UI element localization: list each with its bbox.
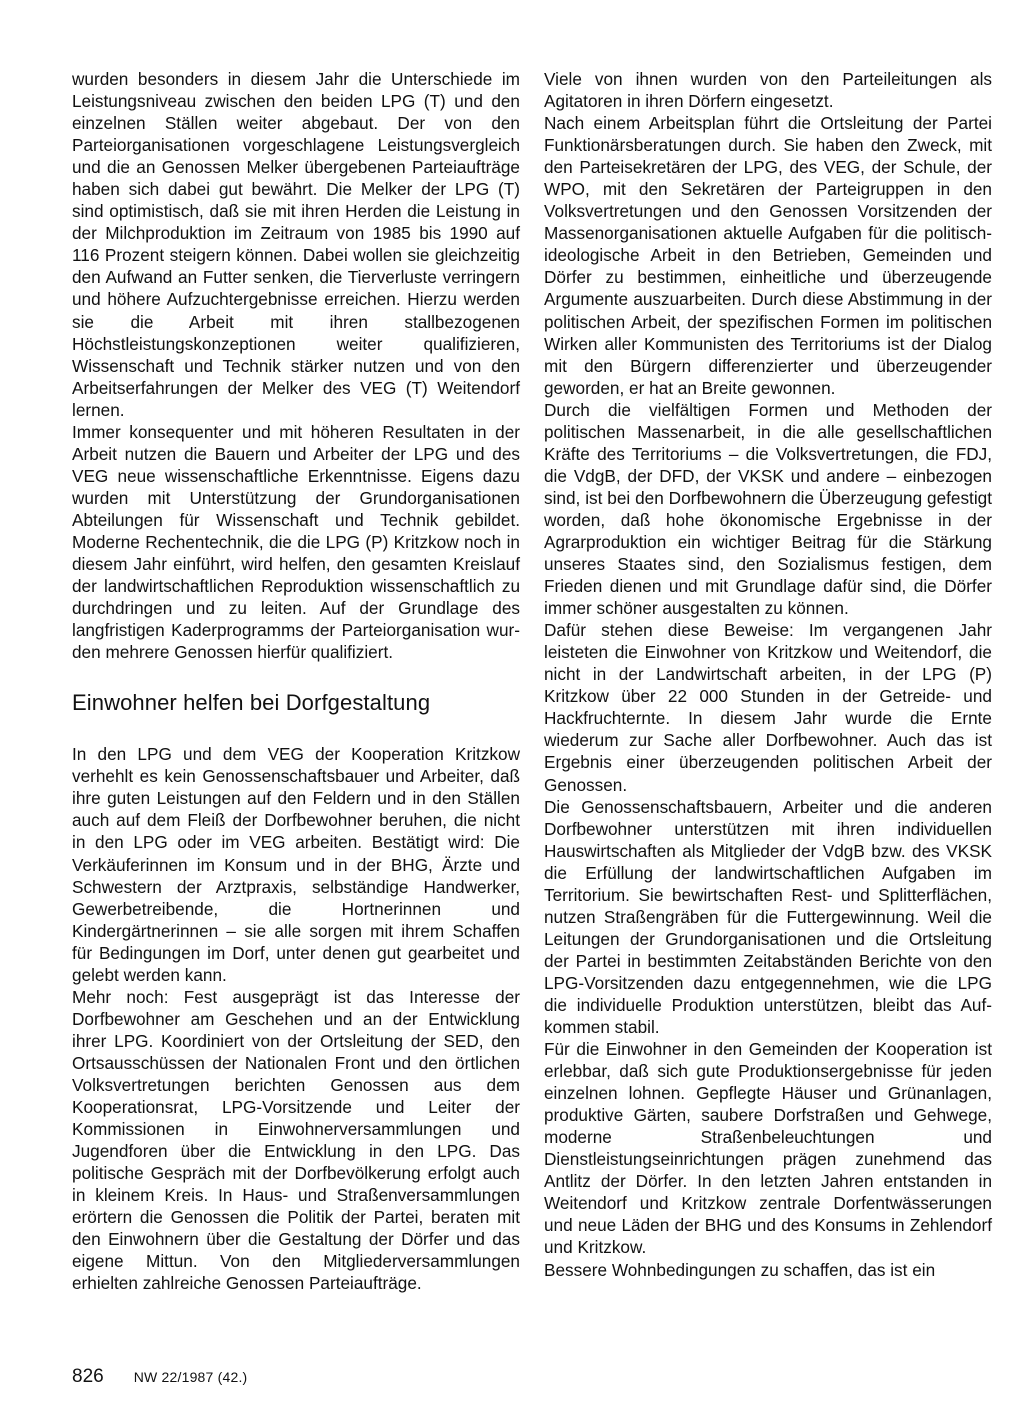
section-heading: Einwohner helfen bei Dorfgestaltung [72,690,431,716]
left-paragraph-2: Immer konsequenter und mit höheren Resultaten in der Arbeit nutzen die Bauern und Arbeiter der LPG und des VEG neue wissenschaftliche Erkenntnisse. Eigens dazu wurden mit Unterstützung der Grundorganisationen Abteilungen für Wissenschaft und Technik gebildet. Moderne Rechentechnik, die die LPG (P) Kritzkow noch in diesem Jahr einführt, wird helfen, den gesamten Kreislauf der landwirtschaftlichen Reproduktion wissenschaftlich zu durchdringen und zu leiten. Auf der Grundlage des langfristigen Kaderprogramms der Parteiorganisation wurden mehrere Genossen hierfür qualifiziert. [72,421,520,663]
page-number: 826 [72,1366,104,1387]
right-paragraph-2: Nach einem Arbeitsplan führt die Ortsleitung der Partei Funktionärsberatungen durch. Sie haben den Zweck, mit den Parteisekretären der LPG, des VEG, der Schule, der WPO, mit den Sekretären der Parteigruppen in den Volksvertretungen und den Genossen Vorsitzenden der Massenorganisationen aktuelle Aufgaben für die politisch-ideologische Arbeit in den Betrieben, Gemeinden und Dörfer zu bestimmen, einheitliche und überzeugende Argumente auszuarbeiten. Durch diese Abstimmung in der politischen Arbeit, der spezifischen Formen im politischen Wirken aller Kommunisten des Territoriums ist der Dialog mit den Bürgern differenzierter und überzeugender geworden, er hat an Breite gewonnen. [544,113,992,398]
left-paragraph-3: In den LPG und dem VEG der Kooperation Kritzkow verhehlt es kein Genossenschaftsbauer und Arbeiter, daß ihre guten Leistungen auf den Feldern und in den Ställen auch auf dem Fleiß der Dorfbewohner beruhen, die nicht in den LPG oder im VEG arbeiten. Bestätigt wird: Die Verkäuferinnen im Konsum und in der BHG, Ärzte und Schwestern der Arztpraxis, selbständige Handwerker, Gewerbetreibende, die Hortnerinnen und Kindergärtnerinnen – sie alle sorgen mit ihrem Schaffen für Bedingungen im Dorf, unter denen gut gearbeitet und gelebt werden kann. [72,744,520,985]
right-paragraph-3: Durch die vielfältigen Formen und Methoden der politischen Massenarbeit, in die alle gesellschaftlichen Kräfte des Territoriums – die Volksvertretungen, die FDJ, die VdgB, der DFD, der VKSK und andere – einbezogen sind, ist bei den Dorfbewohnern die Überzeugung gefestigt worden, daß hohe ökonomische Ergebnisse in der Agrarproduktion ein wichtiger Beitrag für die Stärkung unseres Staates sind, den Sozialismus festigen, dem Frieden dienen und mit Grundlage dafür sind, die Dörfer immer schöner ausgestalten zu können. [544,399,992,619]
left-column [72,68,520,1294]
right-paragraph-1: Viele von ihnen wurden von den Parteileitungen als Agitatoren in ihren Dörfern eingesetzt. [544,69,992,112]
right-paragraph-5: Die Genossenschaftsbauern, Arbeiter und die anderen Dorfbewohner unterstützen mit ihren individuellen Hauswirtschaften als Mitglieder der VdgB bzw. des VKSK die Erfüllung der landwirtschaftlichen Aufgaben im Territorium. Sie bewirtschaften Rest- und Splitterflächen, nutzen Straßengräben für die Futtergewinnung. Weil die Leitungen der Grundorganisationen und die Ortsleitung der Partei in bestimmten Zeitabständen Berichte von den LPG-Vorsitzenden dazu entgegennehmen, wie die LPG die individuelle Produktion unterstützen, bleibt das Aufkommen stabil. [544,796,992,1038]
right-column [544,68,992,1281]
left-paragraph-4: Mehr noch: Fest ausgeprägt ist das Interesse der Dorfbewohner am Geschehen und an der Entwicklung ihrer LPG. Koordiniert von der Ortsleitung der SED, den Ortsausschüssen der Nationalen Front und den örtlichen Volksvertretungen berichten Genossen aus dem Kooperationsrat, LPG-Vorsitzende und Leiter der Kommissionen in Einwohnerversammlungen und Jugendforen über die Entwicklung in den LPG. Das politische Gespräch mit der Dorfbevölkerung erfolgt auch in kleinem Kreis. In Haus- und Straßenversammlungen erörtern die Genossen die Politik der Partei, beraten mit den Einwohnern über die Gestaltung der Dörfer und das eigene Mittun. Von den Mitgliederversammlungen erhielten zahlreiche Genossen Parteiaufträge. [72,986,520,1294]
right-paragraph-7: Bessere Wohnbedingungen zu schaffen, das ist ein [544,1259,936,1280]
right-paragraph-6: Für die Einwohner in den Gemeinden der Kooperation ist erlebbar, daß sich gute Produktionsergebnisse für jeden einzelnen lohnen. Gepflegte Häuser und Grünanlagen, produktive Gärten, saubere Dorfstraßen und Gehwege, moderne Straßenbeleuchtungen und Dienstleistungseinrichtungen prägen zunehmend das Antlitz der Dörfer. In den letzten Jahren entstanden in Weitendorf und Kritzkow zentrale Dorfentwässerungen und neue Läden der BHG und des Konsums in Zehlendorf und Kritzkow. [544,1039,992,1258]
right-paragraph-4: Dafür stehen diese Beweise: Im vergangenen Jahr leisteten die Einwohner von Kritzkow und Weitendorf, die nicht in der Landwirtschaft arbeiten, in der LPG (P) Kritzkow über 22 000 Stunden in der Getreide- und Hackfruchternte. In diesem Jahr wurde die Ernte wiederum zur Sache aller Dorfbewohner. Auch das ist Ergebnis einer überzeugenden politischen Arbeit der Genossen. [544,620,992,795]
left-paragraph-1: wurden besonders in diesem Jahr die Unterschiede im Leistungsniveau zwischen den beiden LPG (T) und den einzelnen Ställen weiter abgebaut. Der von den Parteiorganisationen vorgeschlagene Leistungsvergleich und die an Genossen Melker übergebenen Parteiaufträge haben sich dabei gut bewährt. Die Melker der LPG (T) sind optimistisch, daß sie mit ihren Herden die Leistung in der Milchproduktion im Zeitraum von 1985 bis 1990 auf 116 Prozent steigern können. Dabei wollen sie gleichzeitig den Aufwand an Futter senken, die Tierverluste verringern und höhere Aufzuchtergebnisse erreichen. Hierzu werden sie die Arbeit mit ihren stallbezogenen Höchstleistungskonzeptionen weiter qualifizieren, Wissenschaft und Technik stärker nutzen und von den Arbeitserfahrungen der Melker des VEG (T) Weitendorf lernen. [72,69,520,420]
issue-reference: NW 22/1987 (42.) [133,1369,248,1385]
page-footer [72,1366,247,1390]
